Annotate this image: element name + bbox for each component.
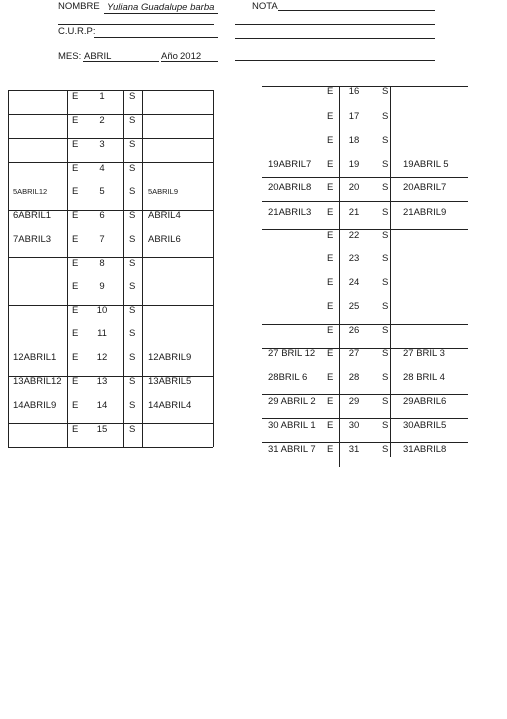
entry-note[interactable]: 21ABRIL3 [268, 207, 312, 218]
exit-note[interactable]: 29ABRIL6 [403, 396, 447, 407]
exit-marker: S [129, 376, 136, 387]
exit-marker: S [382, 182, 389, 193]
entry-note[interactable]: 6ABRIL1 [13, 210, 52, 221]
entry-marker: E [327, 420, 334, 431]
exit-marker: S [129, 352, 136, 363]
exit-marker: S [382, 135, 389, 146]
day-number: 8 [99, 258, 105, 269]
entry-marker: E [72, 115, 79, 126]
entry-marker: E [72, 234, 79, 245]
exit-note[interactable]: 20ABRIL7 [403, 182, 447, 193]
day-number: 14 [96, 400, 108, 411]
day-number: 16 [348, 86, 360, 97]
exit-marker: S [382, 348, 389, 359]
entry-marker: E [327, 111, 334, 122]
entry-marker: E [327, 207, 334, 218]
mes-value[interactable]: ABRIL [84, 51, 112, 62]
day-number: 21 [348, 207, 360, 218]
exit-marker: S [129, 400, 136, 411]
exit-marker: S [382, 277, 389, 288]
exit-marker: S [129, 328, 136, 339]
day-number: 24 [348, 277, 360, 288]
day-number: 12 [96, 352, 108, 363]
table-row-rule [8, 447, 213, 448]
entry-note[interactable]: 14ABRIL9 [13, 400, 57, 411]
entry-marker: E [327, 372, 334, 383]
exit-marker: S [382, 253, 389, 264]
entry-marker: E [327, 348, 334, 359]
entry-marker: E [72, 328, 79, 339]
day-number: 26 [348, 325, 360, 336]
entry-note[interactable]: 12ABRIL1 [13, 352, 57, 363]
entry-marker: E [72, 376, 79, 387]
entry-note[interactable]: 7ABRIL3 [13, 234, 52, 245]
anio-underline [161, 61, 218, 62]
entry-marker: E [72, 424, 79, 435]
day-number: 22 [348, 230, 360, 241]
day-number: 15 [96, 424, 108, 435]
day-number: 7 [99, 234, 105, 245]
exit-marker: S [129, 186, 136, 197]
exit-marker: S [129, 115, 136, 126]
entry-marker: E [72, 258, 79, 269]
day-number: 9 [99, 281, 105, 292]
table-row-rule [262, 442, 468, 443]
entry-note[interactable]: 30 ABRIL 1 [268, 420, 316, 431]
exit-note[interactable]: 21ABRIL9 [403, 207, 447, 218]
entry-marker: E [327, 230, 334, 241]
entry-note[interactable]: 29 ABRIL 2 [268, 396, 316, 407]
day-number: 19 [348, 159, 360, 170]
day-number: 23 [348, 253, 360, 264]
day-number: 29 [348, 396, 360, 407]
table-column-rule [390, 86, 391, 457]
entry-marker: E [72, 400, 79, 411]
exit-marker: S [382, 111, 389, 122]
exit-marker: S [382, 159, 389, 170]
day-number: 3 [99, 139, 105, 150]
entry-note[interactable]: 28BRIL 6 [268, 372, 308, 383]
table-row-rule [262, 201, 468, 202]
exit-note[interactable]: 14ABRIL4 [148, 400, 192, 411]
day-number: 28 [348, 372, 360, 383]
day-number: 31 [348, 444, 360, 455]
exit-marker: S [129, 163, 136, 174]
entry-marker: E [327, 277, 334, 288]
table-column-rule [142, 90, 143, 447]
exit-marker: S [129, 139, 136, 150]
day-number: 25 [348, 301, 360, 312]
day-number: 30 [348, 420, 360, 431]
entry-note[interactable]: 27 BRIL 12 [268, 348, 316, 359]
exit-marker: S [129, 258, 136, 269]
header-line-3 [235, 38, 435, 39]
entry-marker: E [327, 182, 334, 193]
entry-note[interactable]: 20ABRIL8 [268, 182, 312, 193]
exit-marker: S [129, 281, 136, 292]
exit-note[interactable]: 12ABRIL9 [148, 352, 192, 363]
mes-underline [83, 61, 159, 62]
entry-marker: E [72, 139, 79, 150]
table-column-rule [67, 90, 68, 447]
exit-note[interactable]: 5ABRIL9 [148, 187, 179, 196]
exit-marker: S [382, 325, 389, 336]
exit-note[interactable]: 13ABRIL5 [148, 376, 192, 387]
table-column-rule [339, 86, 340, 467]
entry-marker: E [327, 86, 334, 97]
entry-marker: E [327, 159, 334, 170]
table-row-rule [262, 418, 468, 419]
exit-marker: S [382, 301, 389, 312]
nombre-label: NOMBRE [58, 1, 100, 12]
entry-marker: E [72, 281, 79, 292]
nota-label: NOTA [252, 1, 278, 12]
exit-marker: S [382, 396, 389, 407]
day-number: 1 [99, 91, 105, 102]
exit-note[interactable]: ABRIL4 [148, 210, 181, 221]
exit-note[interactable]: 31ABRIL8 [403, 444, 447, 455]
nota-underline [278, 10, 435, 11]
exit-marker: S [382, 444, 389, 455]
entry-marker: E [327, 325, 334, 336]
table-column-rule [8, 90, 9, 447]
exit-note[interactable]: 19ABRIL 5 [403, 159, 449, 170]
table-row-rule [262, 394, 468, 395]
exit-marker: S [129, 210, 136, 221]
entry-note[interactable]: 13ABRIL12 [13, 376, 62, 387]
exit-marker: S [129, 305, 136, 316]
exit-marker: S [382, 230, 389, 241]
entry-marker: E [327, 396, 334, 407]
entry-marker: E [327, 444, 334, 455]
table-column-rule [123, 90, 124, 447]
entry-marker: E [72, 163, 79, 174]
day-number: 2 [99, 115, 105, 126]
nombre-underline [104, 13, 218, 14]
entry-marker: E [72, 305, 79, 316]
day-number: 10 [96, 305, 108, 316]
day-number: 20 [348, 182, 360, 193]
exit-note[interactable]: 30ABRIL5 [403, 420, 447, 431]
exit-marker: S [129, 234, 136, 245]
entry-marker: E [72, 186, 79, 197]
entry-note[interactable]: 19ABRIL7 [268, 159, 312, 170]
curp-underline[interactable] [94, 37, 218, 38]
day-number: 17 [348, 111, 360, 122]
entry-marker: E [327, 301, 334, 312]
exit-marker: S [129, 91, 136, 102]
entry-note[interactable]: 31 ABRIL 7 [268, 444, 316, 455]
exit-note[interactable]: 27 BRIL 3 [403, 348, 445, 359]
nombre-value[interactable]: Yuliana Guadalupe barba [107, 2, 215, 13]
entry-marker: E [72, 352, 79, 363]
table-row-rule [262, 177, 468, 178]
mes-label: MES: [58, 51, 82, 62]
exit-marker: S [129, 424, 136, 435]
entry-marker: E [72, 91, 79, 102]
entry-marker: E [327, 135, 334, 146]
curp-label: C.U.R.P: [58, 26, 96, 37]
entry-note[interactable]: 5ABRIL12 [13, 187, 48, 196]
exit-marker: S [382, 86, 389, 97]
anio-value[interactable]: 2012 [180, 51, 202, 62]
table-column-rule [213, 90, 214, 447]
exit-marker: S [382, 420, 389, 431]
entry-marker: E [72, 210, 79, 221]
day-number: 27 [348, 348, 360, 359]
exit-marker: S [382, 207, 389, 218]
day-number: 5 [99, 186, 105, 197]
entry-marker: E [327, 253, 334, 264]
exit-marker: S [382, 372, 389, 383]
anio-label: Año [161, 51, 178, 62]
day-number: 11 [97, 328, 107, 339]
day-number: 13 [96, 376, 108, 387]
day-number: 18 [348, 135, 360, 146]
day-number: 4 [99, 163, 105, 174]
day-number: 6 [99, 210, 105, 221]
exit-note[interactable]: 28 BRIL 4 [403, 372, 445, 383]
header-line-1 [58, 24, 214, 25]
header-line-2 [235, 24, 435, 25]
header-line-4 [235, 60, 435, 61]
exit-note[interactable]: ABRIL6 [148, 234, 181, 245]
